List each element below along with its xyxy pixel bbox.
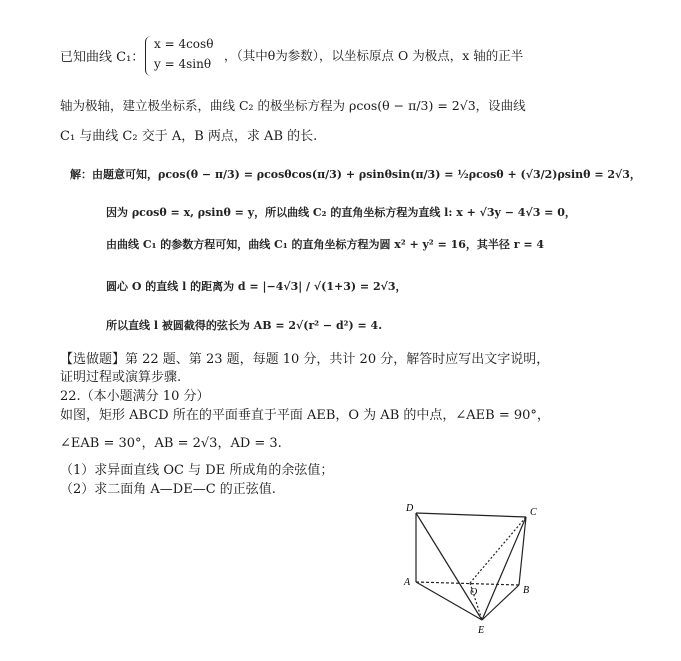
geometry-svg bbox=[398, 495, 558, 640]
solution-step3: 由曲线 C₁ 的参数方程可知，曲线 C₁ 的直角坐标方程为圆 x² + y² = 16，其半径 r = 4 bbox=[106, 238, 545, 251]
param-x: x = 4cosθ bbox=[154, 37, 214, 51]
problem22-line1: 如图，矩形 ABCD 所在的平面垂直于平面 AEB，O 为 AB 的中点，∠AEB = 90°， bbox=[60, 408, 550, 423]
param-y: y = 4sinθ bbox=[154, 57, 212, 71]
solution-step4: 圆心 O 的直线 l 的距离为 d = |−4√3| / √(1+3) = 2√3， bbox=[106, 280, 407, 293]
elective-instructions-2: 证明过程或演算步骤. bbox=[60, 370, 182, 385]
edge-DC bbox=[416, 513, 526, 517]
edge-AB bbox=[416, 582, 519, 585]
label-D: D bbox=[406, 503, 414, 514]
solution-step5: 所以直线 l 被圆截得的弦长为 AB = 2√(r² − d²) = 4. bbox=[106, 319, 383, 332]
edge-DE bbox=[416, 513, 482, 620]
label-C: C bbox=[530, 507, 537, 518]
label-B: B bbox=[523, 585, 530, 596]
problem21-line2: 轴为极轴，建立极坐标系，曲线 C₂ 的极坐标方程为 ρcos(θ − π/3) = 2√3，设曲线 bbox=[60, 98, 526, 113]
problem22-line2: ∠EAB = 30°，AB = 2√3，AD = 3. bbox=[60, 436, 282, 451]
solution-step2: 因为 ρcosθ = x, ρsinθ = y，所以曲线 C₂ 的直角坐标方程为直线 l: x + √3y − 4√3 = 0， bbox=[106, 206, 576, 219]
problem22-header: 22.（本小题满分 10 分） bbox=[60, 389, 210, 404]
problem21-intro: 已知曲线 C₁： bbox=[60, 50, 145, 65]
edge-BE bbox=[482, 585, 519, 620]
geometry-figure bbox=[398, 495, 558, 640]
segment-OC bbox=[470, 517, 526, 583]
solution-step1: 解：由题意可知，ρcos(θ − π/3) = ρcosθcos(π/3) + ρsinθsin(π/3) = ½ρcosθ + (√3/2)ρsinθ = 2√3， bbox=[70, 168, 641, 181]
edge-CB bbox=[519, 517, 526, 585]
edge-CE bbox=[482, 517, 526, 620]
problem22-q2: （2）求二面角 A—DE—C 的正弦值. bbox=[60, 482, 276, 497]
label-O: O bbox=[470, 587, 478, 598]
label-E: E bbox=[478, 625, 485, 636]
label-A: A bbox=[404, 577, 411, 588]
elective-instructions: 【选做题】第 22 题、第 23 题，每题 10 分，共计 20 分，解答时应写出文字说明， bbox=[60, 352, 550, 367]
problem21-line3: C₁ 与曲线 C₂ 交于 A，B 两点，求 AB 的长. bbox=[60, 129, 318, 144]
problem21-line1: ，（其中θ为参数），以坐标原点 O 为极点，x 轴的正半 bbox=[224, 48, 524, 63]
parametric-system bbox=[145, 36, 226, 76]
problem22-q1: （1）求异面直线 OC 与 DE 所成角的余弦值； bbox=[60, 463, 334, 478]
